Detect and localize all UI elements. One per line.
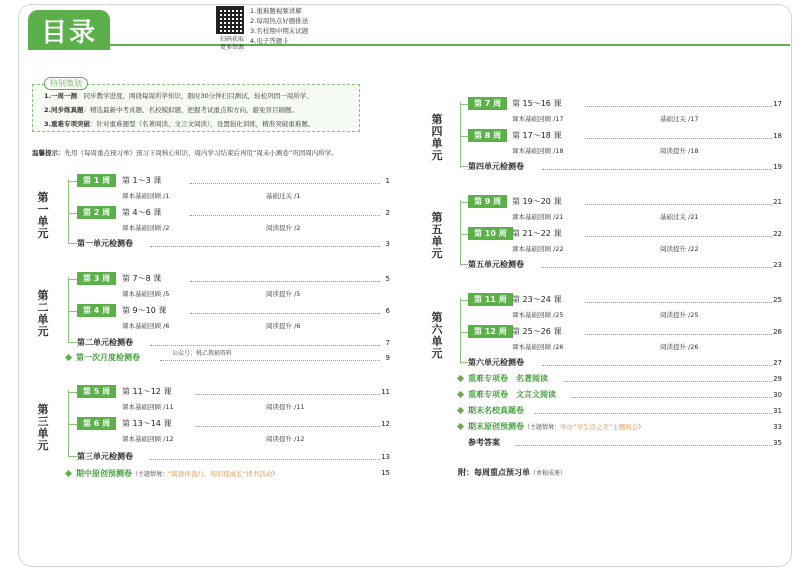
leader-dots	[195, 426, 380, 427]
lesson-title[interactable]: 第 17～18 课	[512, 131, 562, 140]
tree-branch	[460, 202, 468, 203]
leader-dots	[150, 246, 380, 247]
sub-item[interactable]: 基础过关 /1	[266, 192, 301, 200]
sub-item[interactable]: 课本基础回顾 /12	[122, 435, 174, 443]
leader-dots	[190, 313, 380, 314]
week-badge[interactable]: 第 1 周	[77, 174, 116, 187]
tree-branch	[460, 234, 468, 235]
lesson-title[interactable]: 第 15～16 课	[512, 99, 562, 108]
leader-dots	[565, 381, 772, 382]
sub-item[interactable]: 课本基础回顾 /17	[512, 115, 564, 123]
tree-line	[68, 179, 69, 244]
sub-item[interactable]: 阅读提升 /12	[266, 435, 305, 443]
page-number: 2	[385, 209, 390, 217]
tree-line	[460, 102, 461, 168]
sub-item[interactable]: 课本基础回顾 /21	[512, 213, 564, 221]
week-badge[interactable]: 第 2 周	[77, 206, 116, 219]
page-number: 30	[773, 391, 782, 399]
unit-label: 第六单元	[431, 311, 443, 360]
unit-label: 第三单元	[37, 403, 49, 452]
sub-item[interactable]: 阅读提升 /6	[266, 322, 301, 330]
sub-item[interactable]: 阅读提升 /22	[660, 245, 699, 253]
unit-test[interactable]: 第四单元检测卷	[468, 162, 524, 171]
appendix[interactable]: 附：每周重点预习单（单独成册）	[458, 468, 567, 477]
sub-item[interactable]: 阅读提升 /2	[266, 224, 301, 232]
lesson-title[interactable]: 第 4～6 课	[122, 208, 162, 217]
leader-dots	[190, 281, 380, 282]
week-badge[interactable]: 第 5 周	[77, 385, 116, 398]
tree-branch	[68, 279, 77, 280]
week-badge[interactable]: 第 6 周	[77, 417, 116, 430]
leader-dots	[585, 302, 772, 303]
leader-dots	[190, 183, 380, 184]
unit-label: 第一单元	[37, 191, 49, 240]
special-test[interactable]: 重难专项卷 名著阅读	[468, 374, 548, 383]
feature-tag: 特别策划	[44, 77, 88, 90]
monthly-test[interactable]: 第一次月度检测卷	[76, 353, 140, 362]
week-badge[interactable]: 第 3 周	[77, 272, 116, 285]
tree-branch	[68, 342, 77, 343]
week-badge[interactable]: 第 9 周	[468, 195, 507, 208]
leader-dots	[190, 215, 380, 216]
sub-item[interactable]: 阅读提升 /25	[660, 311, 699, 319]
answers[interactable]: 参考答案	[468, 438, 500, 447]
sub-item[interactable]: 基础过关 /21	[660, 213, 699, 221]
lesson-title[interactable]: 第 19～20 课	[512, 197, 562, 206]
page-number: 29	[773, 375, 782, 383]
page-number: 13	[381, 453, 390, 461]
tree-line	[68, 277, 69, 343]
sub-item[interactable]: 课本基础回顾 /26	[512, 343, 564, 351]
leader-dots	[585, 236, 772, 237]
tree-branch	[460, 104, 468, 105]
tree-branch	[460, 264, 468, 265]
week-badge[interactable]: 第 11 周	[468, 293, 513, 306]
unit-test[interactable]: 第五单元检测卷	[468, 260, 524, 269]
lesson-title[interactable]: 第 9～10 课	[122, 306, 167, 315]
week-badge[interactable]: 第 8 周	[468, 129, 507, 142]
tree-branch	[68, 181, 77, 182]
lesson-title[interactable]: 第 13～14 课	[122, 419, 172, 428]
tree-branch	[68, 392, 77, 393]
sub-item[interactable]: 阅读提升 /26	[660, 343, 699, 351]
lesson-title[interactable]: 第 21～22 课	[512, 229, 562, 238]
watermark-text: 公众号：桃乙教辅资料	[172, 350, 233, 357]
leader-dots	[585, 334, 772, 335]
unit-test[interactable]: 第二单元检测卷	[77, 338, 133, 347]
leader-dots	[572, 397, 772, 398]
resource-list	[250, 6, 308, 46]
unit-label: 第四单元	[431, 113, 443, 162]
leader-dots	[150, 459, 380, 460]
tree-branch	[68, 243, 77, 244]
page-number: 19	[773, 163, 782, 171]
page-number: 5	[385, 275, 390, 283]
qr-code-icon[interactable]	[216, 6, 244, 34]
leader-dots	[585, 106, 772, 107]
feature-row: 2.同步练真题：精选最新中考真题、名校模拟题，把握考试重点和方向，避免盲目刷题。	[44, 106, 298, 114]
page-number: 11	[381, 388, 390, 396]
tree-line	[460, 200, 461, 266]
unit-label: 第五单元	[431, 211, 443, 260]
sub-item[interactable]: 课本基础回顾 /6	[122, 322, 170, 330]
leader-dots	[150, 345, 380, 346]
leader-dots	[542, 169, 772, 170]
week-badge[interactable]: 第 10 周	[468, 227, 513, 240]
final-exam[interactable]: 期末原创预测卷（主题情境：举办“寻生活之美”主题班会）	[468, 422, 645, 431]
page-number: 17	[773, 100, 782, 108]
tree-branch	[460, 362, 468, 363]
tree-branch	[68, 424, 77, 425]
tree-branch	[460, 166, 468, 167]
leader-dots	[542, 365, 772, 366]
resource-item: 3.名校期中期末试题	[250, 27, 309, 35]
page-number: 25	[773, 296, 782, 304]
page-number: 26	[773, 328, 782, 336]
tree-branch	[460, 332, 468, 333]
week-badge[interactable]: 第 7 周	[468, 97, 507, 110]
final-real-test[interactable]: 期末名校真题卷	[468, 406, 524, 415]
resource-item: 2.每周热点好题推送	[250, 17, 309, 25]
sub-item[interactable]: 课本基础回顾 /11	[122, 403, 174, 411]
leader-dots	[515, 445, 772, 446]
sub-item[interactable]: 课本基础回顾 /18	[512, 147, 564, 155]
resource-item: 4.电子答题卡	[250, 37, 289, 45]
week-badge[interactable]: 第 12 周	[468, 325, 513, 338]
sub-item[interactable]: 阅读提升 /5	[266, 290, 301, 298]
unit-test[interactable]: 第六单元检测卷	[468, 358, 524, 367]
lesson-title[interactable]: 第 1～3 课	[122, 176, 162, 185]
leader-dots	[195, 394, 380, 395]
tree-branch	[460, 136, 468, 137]
tree-branch	[68, 213, 77, 214]
page-number: 33	[773, 423, 782, 431]
feature-row: 3.重难专项突破：针对重难题型（名著阅读、文言文阅读），设置强化训练，精准突破重难题。	[44, 120, 315, 128]
page-number: 1	[385, 177, 390, 185]
lesson-title[interactable]: 第 23～24 课	[512, 295, 562, 304]
lesson-title[interactable]: 第 11～12 课	[122, 387, 172, 396]
page-number: 31	[773, 407, 782, 415]
tree-line	[460, 298, 461, 364]
unit-test[interactable]: 第三单元检测卷	[77, 452, 133, 461]
unit-test[interactable]: 第一单元检测卷	[77, 239, 133, 248]
page-number: 6	[385, 307, 390, 315]
page-number: 12	[381, 420, 390, 428]
leader-dots	[160, 360, 380, 361]
week-badge[interactable]: 第 4 周	[77, 304, 116, 317]
leader-dots	[542, 267, 772, 268]
toc-title-box	[28, 10, 110, 50]
sub-item[interactable]: 课本基础回顾 /25	[512, 311, 564, 319]
midterm-test[interactable]: 期中原创预测卷（主题情境：“阅读伴我行，知识促成长”读书活动）	[76, 469, 279, 478]
lesson-title[interactable]: 第 25～26 课	[512, 327, 562, 336]
qr-caption: 扫码获取 更多资源	[219, 36, 244, 51]
leader-dots	[585, 138, 772, 139]
page-number: 18	[773, 132, 782, 140]
page-number: 35	[773, 439, 782, 447]
page-number: 22	[773, 230, 782, 238]
sub-item[interactable]: 课本基础回顾 /5	[122, 290, 170, 298]
feature-row: 1.一周一测：同步教学进度，围绕每周所学知识，限时30分钟扫目测试，轻松巩固一周所学。	[44, 92, 313, 100]
tree-branch	[460, 300, 468, 301]
resource-item: 1.重难题视频讲解	[250, 7, 302, 15]
toc-title: 目录	[40, 17, 97, 48]
tree-branch	[68, 456, 77, 457]
hint-text: 温馨提示：先用《每周重点预习单》预习下周核心知识，周内学习结束后再用“周末小测卷”巩固周内所学。	[32, 149, 338, 157]
sub-item[interactable]: 阅读提升 /18	[660, 147, 699, 155]
sub-item[interactable]: 课本基础回顾 /2	[122, 224, 170, 232]
lesson-title[interactable]: 第 7～8 课	[122, 274, 162, 283]
sub-item[interactable]: 基础过关 /17	[660, 115, 699, 123]
page-number: 15	[381, 469, 390, 477]
special-test[interactable]: 重难专项卷 文言文阅读	[468, 390, 556, 399]
leader-dots	[585, 204, 772, 205]
page-number: 23	[773, 261, 782, 269]
page-number: 27	[773, 359, 782, 367]
tree-branch	[68, 311, 77, 312]
sub-item[interactable]: 阅读提升 /11	[266, 403, 305, 411]
page-number: 3	[385, 240, 390, 248]
sub-item[interactable]: 课本基础回顾 /1	[122, 192, 170, 200]
page-number: 21	[773, 198, 782, 206]
page-number: 7	[385, 339, 390, 347]
sub-item[interactable]: 课本基础回顾 /22	[512, 245, 564, 253]
page-number: 9	[385, 354, 390, 362]
unit-label: 第二单元	[37, 289, 49, 338]
leader-dots	[535, 413, 772, 414]
